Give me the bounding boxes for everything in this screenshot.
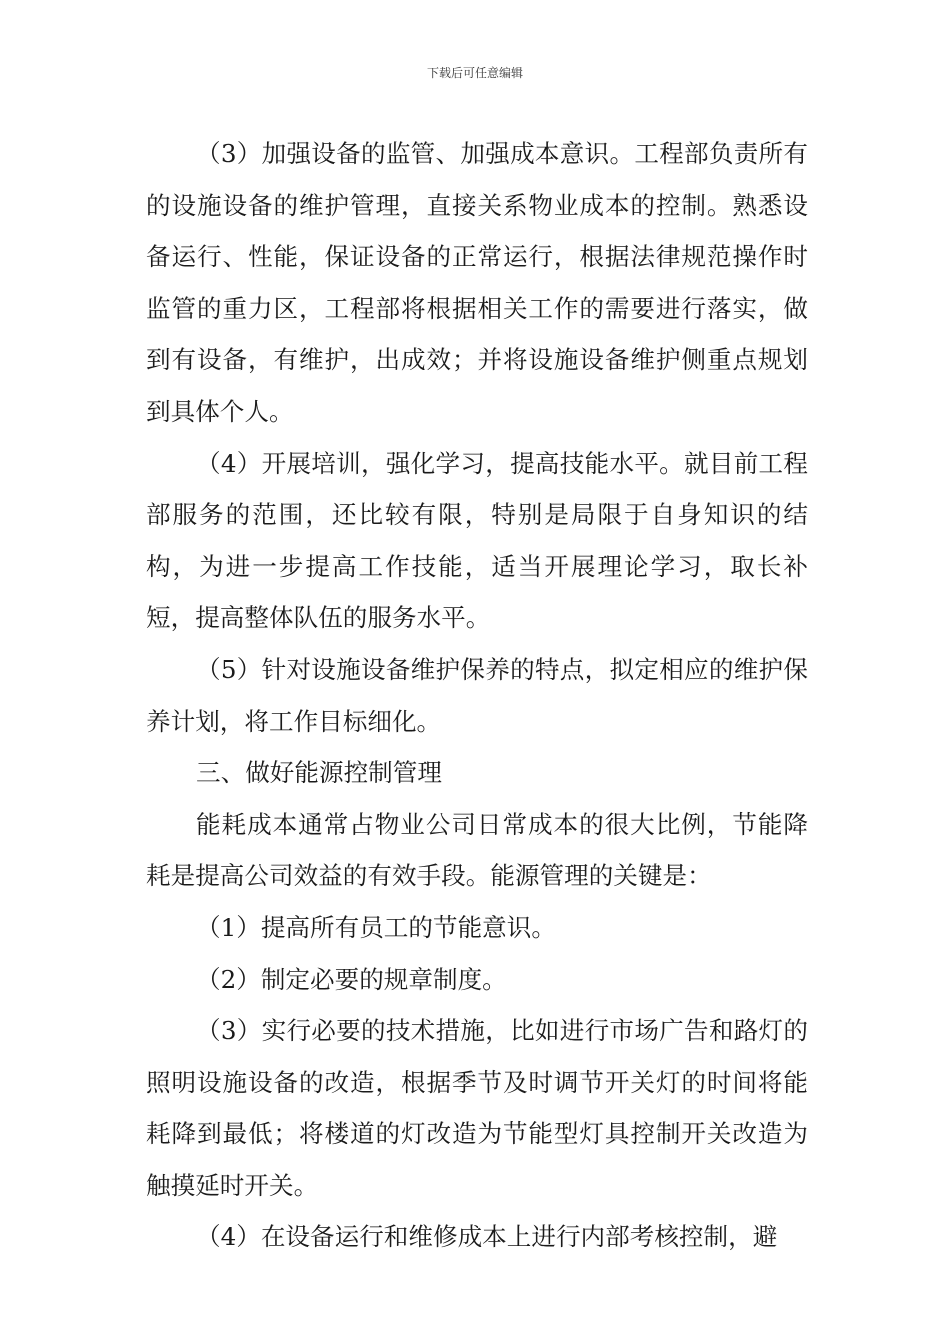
list-item-technical-measures: （3）实行必要的技术措施，比如进行市场广告和路灯的照明设施设备的改造，根据季节及时调节开关灯的时间将能耗降到最低；将楼道的灯改造为节能型灯具控制开关改造为触摸延时开关。 bbox=[146, 1016, 808, 1200]
list-item-regulations: （2）制定必要的规章制度。 bbox=[196, 964, 507, 994]
list-item-energy-awareness: （1）提高所有员工的节能意识。 bbox=[196, 912, 556, 942]
page-header-note: 下载后可任意编辑 bbox=[426, 66, 523, 80]
section-heading-energy-control: 三、做好能源控制管理 bbox=[196, 758, 442, 788]
paragraph-equipment-supervision: （3）加强设备的监管、加强成本意识。工程部负责所有的设施设备的维护管理，直接关系物业成本的控制。熟悉设备运行、性能，保证设备的正常运行，根据法律规范操作时监管的重力区，工程部将根据相关工作的需要进行落实，做到有设备，有维护，出成效；并将设施设备维护侧重点规划到具体个人。 bbox=[146, 139, 808, 426]
paragraph-maintenance-plan: （5）针对设施设备维护保养的特点，拟定相应的维护保养计划，将工作目标细化。 bbox=[146, 654, 808, 736]
document-body bbox=[146, 128, 808, 1263]
list-item-internal-assessment: （4）在设备运行和维修成本上进行内部考核控制，避 bbox=[196, 1222, 778, 1252]
paragraph-training: （4）开展培训，强化学习，提高技能水平。就目前工程部服务的范围，还比较有限，特别是局限于自身知识的结构，为进一步提高工作技能，适当开展理论学习，取长补短，提高整体队伍的服务水平。 bbox=[146, 448, 808, 633]
paragraph-energy-intro: 能耗成本通常占物业公司日常成本的很大比例，节能降耗是提高公司效益的有效手段。能源管理的关键是： bbox=[146, 809, 808, 891]
